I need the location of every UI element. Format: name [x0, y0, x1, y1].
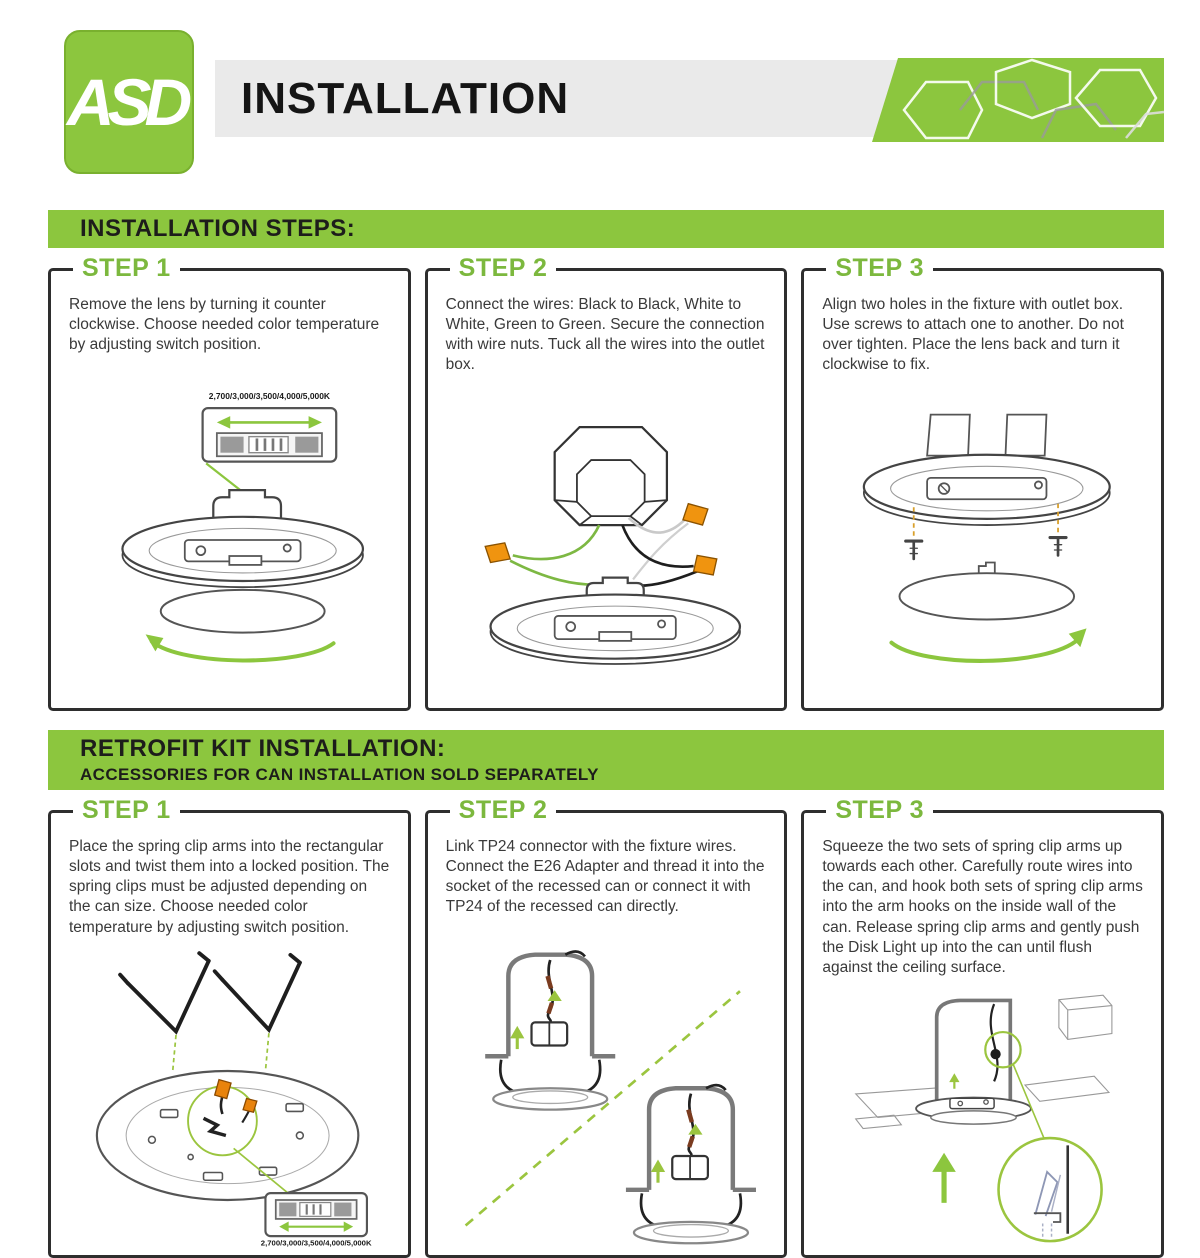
diagram-recessed-cans	[446, 922, 767, 1247]
asd-logo-text: ASD	[66, 65, 186, 139]
step-box-2	[425, 254, 788, 711]
section-banner-retrofit	[48, 730, 1164, 790]
diagram-fixture-attach	[822, 380, 1143, 700]
step-instructions: Place the spring clip arms into the rectangular slots and twist them into a locked position. The spring clips must be adjusted depending on the can size. Choose needed color temperature by adjusting switch position.	[69, 838, 390, 936]
retrofit-step-box-2	[425, 796, 788, 1258]
diagram-push-into-can	[822, 982, 1143, 1247]
retrofit-step-box-3	[801, 796, 1164, 1258]
asd-logo	[64, 30, 194, 174]
banner-title: RETROFIT KIT INSTALLATION:	[80, 735, 446, 762]
hexagon-decoration	[864, 52, 1164, 144]
kelvin-label: 2,700/3,000/3,500/4,000/5,000K	[260, 1238, 372, 1248]
diagram-lens-removal	[69, 359, 390, 700]
banner-title: INSTALLATION STEPS:	[80, 215, 356, 242]
step-label: STEP 1	[73, 254, 180, 283]
step-label: STEP 3	[826, 254, 933, 283]
step-label: STEP 2	[450, 254, 557, 283]
retrofit-steps-row	[48, 796, 1164, 1258]
page-title: INSTALLATION	[241, 73, 570, 123]
kelvin-label: 2,700/3,000/3,500/4,000/5,000K	[208, 391, 331, 402]
step-instructions: Squeeze the two sets of spring clip arms up towards each other. Carefully route wires into the can, and hook both sets of spring clip arms into the arm hooks on the inside wall of the can. Release spring clip arms and gently push the Disk Light up into the can until flush against the ceiling surface.	[822, 838, 1143, 976]
diagram-wire-connection	[446, 380, 767, 700]
step-label: STEP 2	[450, 796, 557, 825]
section-banner-installation-steps	[48, 210, 1164, 248]
step-box-1	[48, 254, 411, 711]
header	[0, 0, 1200, 170]
retrofit-step-box-1	[48, 796, 411, 1258]
step-instructions: Remove the lens by turning it counter clockwise. Choose needed color temperature by adjusting switch position.	[69, 296, 380, 354]
step-instructions: Link TP24 connector with the fixture wires. Connect the E26 Adapter and thread it into the socket of the recessed can or connect it with TP24 of the recessed can directly.	[445, 838, 765, 916]
diagram-spring-clips	[69, 942, 390, 1247]
installation-steps-row	[48, 254, 1164, 711]
step-box-3	[801, 254, 1164, 711]
step-instructions: Align two holes in the fixture with outlet box. Use screws to attach one to another. Do not over tighten. Place the lens back and turn it clockwise to fix.	[822, 296, 1124, 374]
step-label: STEP 1	[73, 796, 180, 825]
step-instructions: Connect the wires: Black to Black, White to White, Green to Green. Secure the connection with wire nuts. Tuck all the wires into the outlet box.	[445, 296, 765, 374]
banner-subtitle: ACCESSORIES FOR CAN INSTALLATION SOLD SEPARATELY	[80, 765, 599, 784]
step-label: STEP 3	[826, 796, 933, 825]
